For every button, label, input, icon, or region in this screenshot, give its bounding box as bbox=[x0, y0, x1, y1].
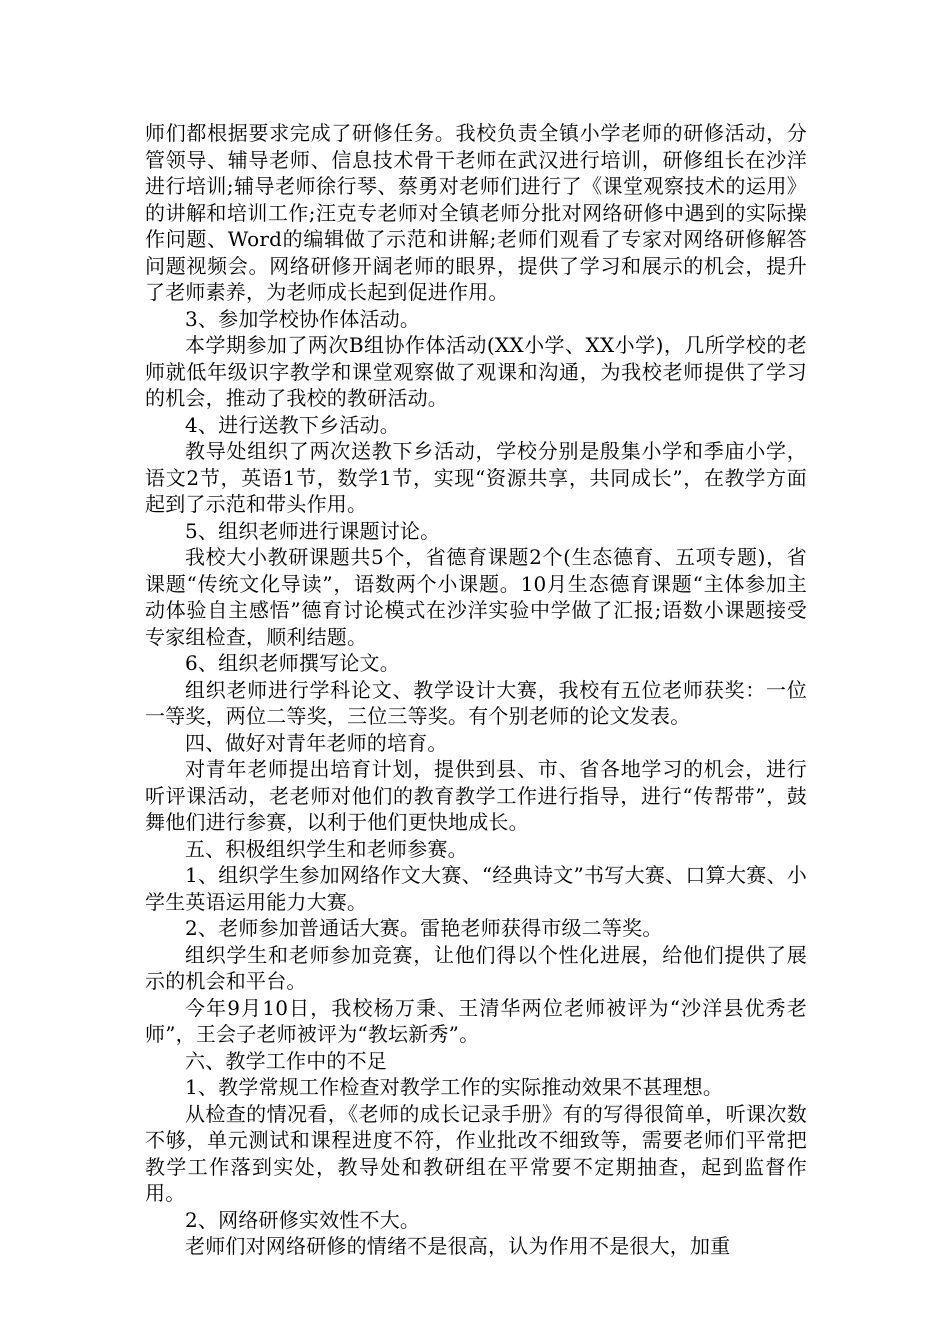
paragraph-teacher-competitions: 2、老师参加普通话大赛。雷艳老师获得市级二等奖。 bbox=[185, 916, 663, 940]
paragraph-collaboration-activities: 本学期参加了两次B组协作体活动(XX小学、XX小学)，几所学校的老师就低年级识字教学和课堂观察做了观课和沟通，为我校老师提供了学习的机会，推动了我校的教研活动。 bbox=[145, 333, 807, 410]
paragraph-awards: 今年9月10日，我校杨万秉、王清华两位老师被评为“沙洋县优秀老师”，王会子老师被评为“教坛新秀”。 bbox=[145, 995, 807, 1046]
heading-teaching-to-countryside: 4、进行送教下乡活动。 bbox=[185, 412, 400, 437]
paragraph-routine-inspection: 从检查的情况看，《老师的成长记录手册》有的写得很简单，听课次数不够，单元测试和课程进度不符，作业批改不细致等，需要老师们平常把教学工作落到实处，教导处和教研组在平常要不定期抽查，起到监督作用。 bbox=[145, 1101, 807, 1205]
heading-routine-inspection: 1、教学常规工作检查对教学工作的实际推动效果不甚理想。 bbox=[185, 1075, 724, 1099]
paragraph-writing-papers: 组织老师进行学科论文、教学设计大赛，我校有五位老师获奖：一位一等奖，两位二等奖，三位三等奖。有个别老师的论文发表。 bbox=[145, 677, 807, 728]
heading-competitions: 五、积极组织学生和老师参赛。 bbox=[185, 836, 468, 861]
heading-collaboration-activities: 3、参加学校协作体活动。 bbox=[185, 306, 421, 331]
document-body bbox=[145, 120, 807, 1260]
heading-writing-papers: 6、组织老师撰写论文。 bbox=[185, 651, 400, 675]
paragraph-competition-summary: 组织学生和老师参加竞赛，让他们得以个性化进展，给他们提供了展示的机会和平台。 bbox=[145, 942, 807, 993]
paragraph-young-teacher-training: 对青年老师提出培育计划，提供到县、市、省各地学习的机会，进行听评课活动，老老师对他们的教育教学工作进行指导，进行“传帮带”，鼓舞他们进行参赛，以利于他们更快地成长。 bbox=[145, 757, 807, 834]
heading-online-research: 2、网络研修实效性不大。 bbox=[185, 1207, 421, 1232]
heading-topic-discussion: 5、组织老师进行课题讨论。 bbox=[185, 518, 441, 543]
paragraph-teaching-to-countryside: 教导处组织了两次送教下乡活动，学校分别是殷集小学和季庙小学，语文2节，英语1节，数学1节，实现“资源共享，共同成长”，在教学方面起到了示范和带头作用。 bbox=[145, 439, 807, 516]
paragraph-research-tasks: 师们都根据要求完成了研修任务。我校负责全镇小学老师的研修活动，分管领导、辅导老师、信息技术骨干老师在武汉进行培训，研修组长在沙洋进行培训;辅导老师徐行琴、蔡勇对老师们进行了《课堂观察技术的运用》的讲解和培训工作;汪克专老师对全镇老师分批对网络研修中遇到的实际操作问题、Word的编辑做了示范和讲解;老师们观看了专家对网络研修解答问题视频会。网络研修开阔老师的眼界，提供了学习和展示的机会，提升了老师素养，为老师成长起到促进作用。 bbox=[145, 121, 807, 304]
heading-young-teacher-training: 四、做好对青年老师的培育。 bbox=[185, 730, 448, 755]
paragraph-online-research: 老师们对网络研修的情绪不是很高，认为作用不是很大，加重 bbox=[185, 1234, 731, 1258]
heading-shortcomings: 六、教学工作中的不足 bbox=[185, 1048, 387, 1073]
paragraph-topic-discussion: 我校大小教研课题共5个，省德育课题2个(生态德育、五项专题)，省课题“传统文化导读”，语数两个小课题。10月生态德育课题“主体参加主动体验自主感悟”德育讨论模式在沙洋实验中学做了汇报;语数小课题接受专家组检查，顺利结题。 bbox=[145, 545, 807, 649]
paragraph-student-competitions: 1、组织学生参加网络作文大赛、“经典诗文”书写大赛、口算大赛、小学生英语运用能力大赛。 bbox=[145, 863, 807, 914]
